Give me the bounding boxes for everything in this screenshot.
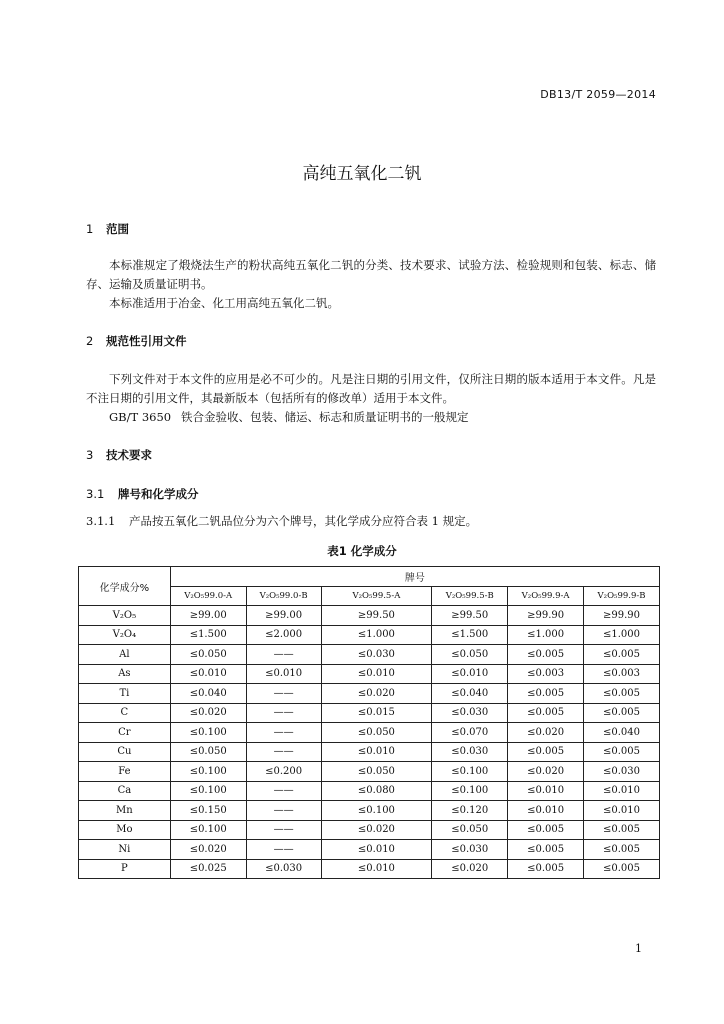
value-cell: —— — [246, 645, 321, 665]
table-body — [79, 606, 660, 879]
value-cell: ≤0.005 — [584, 684, 660, 704]
value-cell: ≤0.020 — [508, 762, 584, 782]
table-row — [79, 859, 660, 879]
table-row — [79, 645, 660, 665]
value-cell: ≤0.100 — [170, 820, 246, 840]
value-cell: ≤0.030 — [432, 703, 508, 723]
element-cell: Ti — [79, 684, 171, 704]
value-cell: ≤0.005 — [584, 859, 660, 879]
value-cell: ≤0.040 — [584, 723, 660, 743]
table-corner-label: 化学成分% — [79, 567, 171, 606]
section-title: 牌号和化学成分 — [118, 487, 199, 501]
clause-text: 产品按五氧化二钒品位分为六个牌号，其化学成分应符合表 1 规定。 — [129, 514, 478, 528]
value-cell: ≤0.020 — [321, 684, 432, 704]
section-3-heading — [86, 447, 152, 463]
value-cell: ≤0.005 — [584, 645, 660, 665]
reference-item — [109, 409, 469, 425]
value-cell: ≤0.040 — [432, 684, 508, 704]
value-cell: ≤0.050 — [170, 742, 246, 762]
section-title: 范围 — [106, 222, 129, 236]
value-cell: ≤0.120 — [432, 801, 508, 821]
value-cell: ≤0.005 — [508, 859, 584, 879]
value-cell: ≤1.000 — [584, 625, 660, 645]
value-cell: ≤0.005 — [508, 703, 584, 723]
value-cell: ≤0.010 — [508, 781, 584, 801]
element-cell: Fe — [79, 762, 171, 782]
standard-code: DB13/T 2059—2014 — [540, 88, 656, 101]
value-cell: ≤0.010 — [321, 742, 432, 762]
element-cell: Cu — [79, 742, 171, 762]
value-cell: —— — [246, 742, 321, 762]
reference-title: 铁合金验收、包装、储运、标志和质量证明书的一般规定 — [181, 410, 469, 424]
value-cell: ≤0.030 — [432, 840, 508, 860]
value-cell: ≥99.90 — [584, 606, 660, 626]
value-cell: ≤0.025 — [170, 859, 246, 879]
value-cell: ≤0.005 — [508, 645, 584, 665]
value-cell: ≤0.005 — [584, 703, 660, 723]
value-cell: ≤0.020 — [170, 840, 246, 860]
table-row — [79, 801, 660, 821]
value-cell: ≤0.020 — [170, 703, 246, 723]
value-cell: ≤0.080 — [321, 781, 432, 801]
value-cell: ≤0.003 — [508, 664, 584, 684]
value-cell: ≤0.050 — [170, 645, 246, 665]
section-number: 3 — [86, 448, 94, 462]
value-cell: ≤0.040 — [170, 684, 246, 704]
value-cell: ≤1.000 — [508, 625, 584, 645]
element-cell: P — [79, 859, 171, 879]
element-cell: C — [79, 703, 171, 723]
value-cell: ≤0.010 — [246, 664, 321, 684]
value-cell: ≤0.005 — [584, 820, 660, 840]
element-cell: Ni — [79, 840, 171, 860]
grade-header-cell: V₂O₅99.5-A — [321, 586, 432, 606]
table-row — [79, 703, 660, 723]
value-cell: —— — [246, 781, 321, 801]
references-paragraph: 下列文件对于本文件的应用是必不可少的。凡是注日期的引用文件，仅所注日期的版本适用于本文件。凡是不注日期的引用文件，其最新版本（包括所有的修改单）适用于本文件。 — [86, 372, 656, 405]
value-cell: ≤0.150 — [170, 801, 246, 821]
grade-header-cell: V₂O₅99.9-A — [508, 586, 584, 606]
grade-header-cell: V₂O₅99.0-B — [246, 586, 321, 606]
value-cell: ≤0.100 — [170, 781, 246, 801]
value-cell: ≤1.000 — [321, 625, 432, 645]
section-3-1-heading — [86, 486, 199, 502]
element-cell: Al — [79, 645, 171, 665]
section-1-heading — [86, 221, 129, 237]
value-cell: ≤0.100 — [432, 762, 508, 782]
scope-paragraph-2: 本标准适用于冶金、化工用高纯五氧化二钒。 — [109, 296, 339, 310]
value-cell: ≤0.010 — [321, 664, 432, 684]
section-2-heading — [86, 333, 187, 349]
value-cell: ≤0.015 — [321, 703, 432, 723]
element-cell: As — [79, 664, 171, 684]
value-cell: ≤0.010 — [584, 801, 660, 821]
value-cell: ≤2.000 — [246, 625, 321, 645]
value-cell: ≤0.010 — [432, 664, 508, 684]
value-cell: ≤0.050 — [432, 645, 508, 665]
scope-paragraph-1: 本标准规定了煅烧法生产的粉状高纯五氧化二钒的分类、技术要求、试验方法、检验规则和包装、标志、储存、运输及质量证明书。 — [86, 258, 656, 291]
table-row — [79, 684, 660, 704]
table-row — [79, 664, 660, 684]
value-cell: ≤0.100 — [321, 801, 432, 821]
value-cell: ≥99.50 — [432, 606, 508, 626]
value-cell: —— — [246, 684, 321, 704]
value-cell: ≥99.50 — [321, 606, 432, 626]
value-cell: ≤0.005 — [508, 840, 584, 860]
page-number: 1 — [635, 942, 642, 955]
table-row — [79, 781, 660, 801]
value-cell: ≤0.030 — [321, 645, 432, 665]
value-cell: ≤0.005 — [508, 820, 584, 840]
table-row — [79, 723, 660, 743]
value-cell: ≤0.030 — [432, 742, 508, 762]
table-caption: 表1 化学成分 — [327, 544, 397, 558]
value-cell: ≤0.050 — [321, 762, 432, 782]
document-title: 高纯五氧化二钒 — [302, 164, 422, 184]
value-cell: ≤0.005 — [508, 742, 584, 762]
value-cell: —— — [246, 703, 321, 723]
table-row — [79, 742, 660, 762]
value-cell: ≤0.020 — [321, 820, 432, 840]
section-title: 技术要求 — [106, 448, 152, 462]
value-cell: —— — [246, 723, 321, 743]
value-cell: ≤0.010 — [508, 801, 584, 821]
value-cell: ≤0.010 — [321, 840, 432, 860]
value-cell: ≤0.010 — [584, 781, 660, 801]
value-cell: ≤1.500 — [432, 625, 508, 645]
reference-code: GB/T 3650 — [109, 410, 172, 424]
value-cell: ≤0.005 — [508, 684, 584, 704]
table-row — [79, 820, 660, 840]
element-cell: V₂O₅ — [79, 606, 171, 626]
element-cell: V₂O₄ — [79, 625, 171, 645]
section-number: 3.1 — [86, 487, 105, 501]
element-cell: Mn — [79, 801, 171, 821]
value-cell: ≥99.00 — [246, 606, 321, 626]
value-cell: ≤1.500 — [170, 625, 246, 645]
value-cell: ≤0.010 — [170, 664, 246, 684]
value-cell: ≤0.005 — [584, 742, 660, 762]
value-cell: ≤0.100 — [170, 762, 246, 782]
value-cell: —— — [246, 801, 321, 821]
value-cell: ≤0.050 — [432, 820, 508, 840]
value-cell: ≤0.010 — [321, 859, 432, 879]
value-cell: ≤0.030 — [246, 859, 321, 879]
value-cell: —— — [246, 820, 321, 840]
section-title: 规范性引用文件 — [106, 334, 187, 348]
section-number: 2 — [86, 334, 94, 348]
table-row — [79, 840, 660, 860]
value-cell: ≤0.050 — [321, 723, 432, 743]
value-cell: ≤0.100 — [170, 723, 246, 743]
element-cell: Ca — [79, 781, 171, 801]
table-row — [79, 606, 660, 626]
value-cell: ≤0.070 — [432, 723, 508, 743]
value-cell: —— — [246, 840, 321, 860]
element-cell: Mo — [79, 820, 171, 840]
clause-3-1-1 — [86, 513, 477, 529]
grade-header-cell: V₂O₅99.9-B — [584, 586, 660, 606]
clause-number: 3.1.1 — [86, 514, 116, 528]
element-cell: Cr — [79, 723, 171, 743]
table-row — [79, 625, 660, 645]
table-row — [79, 762, 660, 782]
value-cell: ≤0.003 — [584, 664, 660, 684]
grade-header-cell: V₂O₅99.0-A — [170, 586, 246, 606]
value-cell: ≤0.200 — [246, 762, 321, 782]
value-cell: ≥99.00 — [170, 606, 246, 626]
value-cell: ≤0.100 — [432, 781, 508, 801]
value-cell: ≤0.005 — [584, 840, 660, 860]
chemical-composition-table — [78, 566, 660, 879]
value-cell: ≤0.020 — [508, 723, 584, 743]
value-cell: ≤0.020 — [432, 859, 508, 879]
section-number: 1 — [86, 222, 94, 236]
grade-header-cell: V₂O₅99.5-B — [432, 586, 508, 606]
value-cell: ≤0.030 — [584, 762, 660, 782]
grade-group-header: 牌号 — [170, 567, 659, 587]
value-cell: ≥99.90 — [508, 606, 584, 626]
